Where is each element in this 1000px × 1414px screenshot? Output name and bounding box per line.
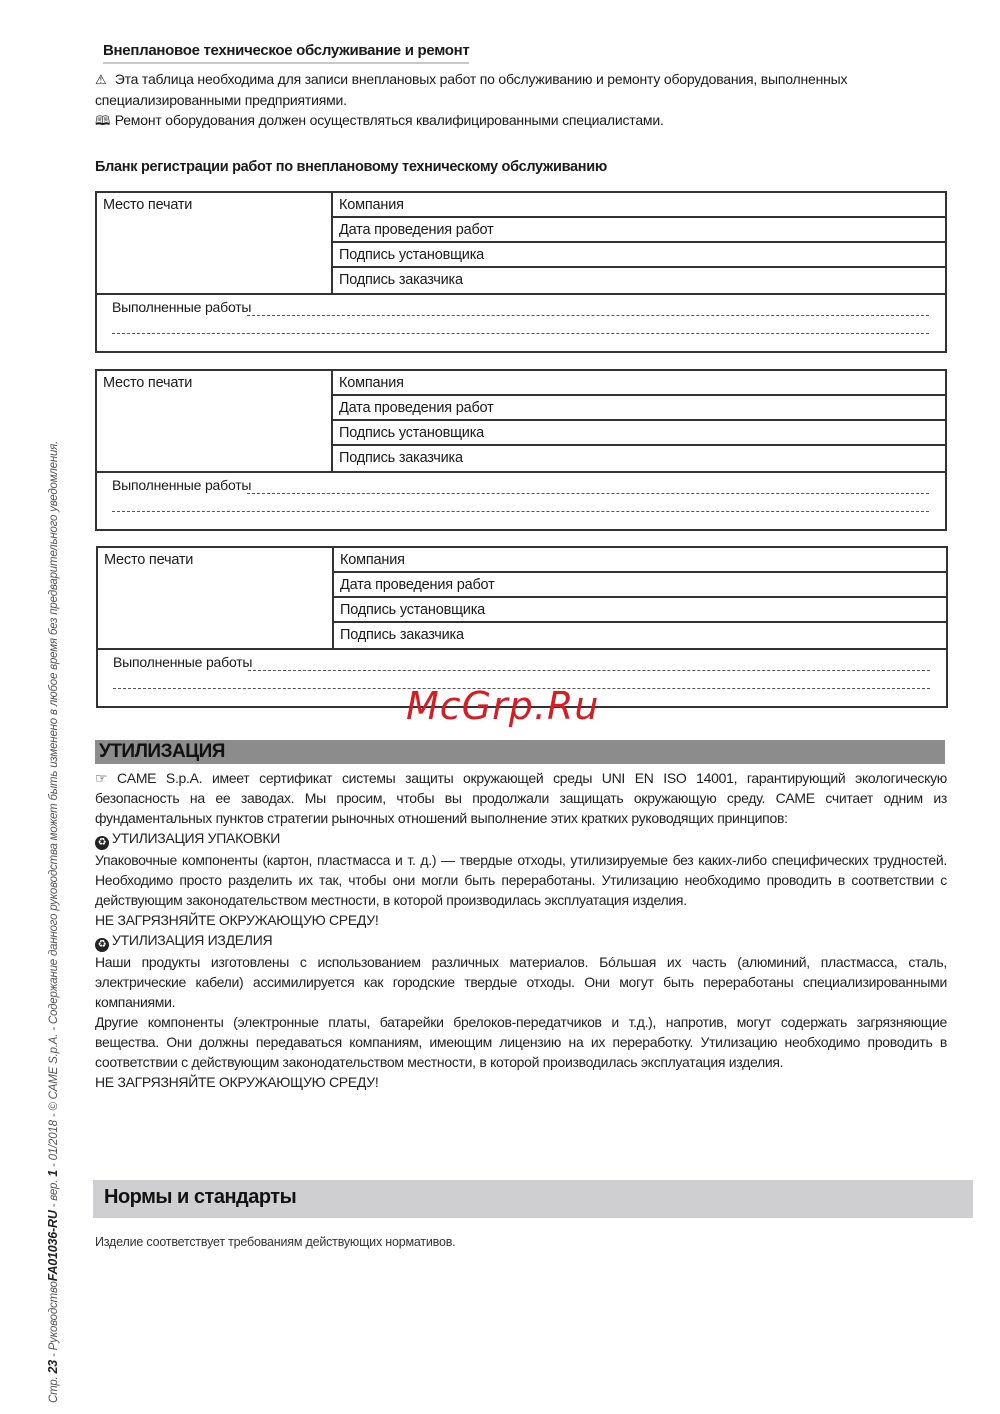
book-icon: 🕮 [95, 113, 111, 128]
disposal-title: УТИЛИЗАЦИЯ [99, 741, 225, 762]
product-text-2: Другие компоненты (электронные платы, батарейки брелоков-передатчиков и т.д.), напротив, могут содержать загрязняющие вещества. Они должны передаваться компаниям, имеющим лицензию на их переработку. Утилизацию необходимо проводить в соответствии с действующим законодательством местности, в которой производилась эксплуатация изделия. [95, 1014, 947, 1070]
work-date-field[interactable]: Дата проведения работ [333, 396, 945, 421]
company-field[interactable]: Компания [333, 193, 945, 218]
stamp-place-label: Место печати [97, 371, 333, 471]
packaging-text: Упаковочные компоненты (картон, пластмасса и т. д.) — твердые отходы, утилизируемые без каких-либо специфических трудностей. Необходимо просто разделить их так, чтобы они могли быть переработаны. Утилизацию необходимо проводить в соответствии с действующим законодательством местности, в которой производилась эксплуатация изделия. [95, 852, 947, 908]
book-text: Ремонт оборудования должен осуществляться квалифицированными специалистами. [114, 112, 664, 128]
warning-note [95, 69, 875, 110]
recycle-icon: ♻ [95, 836, 109, 850]
standards-title: Нормы и стандарты [104, 1186, 297, 1208]
installer-signature-field[interactable]: Подпись установщика [333, 243, 945, 268]
disposal-section-bar [95, 740, 945, 764]
company-field[interactable]: Компания [333, 371, 945, 396]
installer-signature-field[interactable]: Подпись установщика [333, 421, 945, 446]
customer-signature-field[interactable]: Подпись заказчика [340, 627, 464, 643]
works-done-label: Выполненные работы [112, 477, 255, 493]
registration-form-block [95, 369, 947, 531]
work-date-field[interactable]: Дата проведения работ [334, 573, 946, 598]
packaging-warning: НЕ ЗАГРЯЗНЯЙТЕ ОКРУЖАЮЩУЮ СРЕДУ! [95, 912, 379, 928]
warning-triangle-icon: ⚠ [95, 72, 107, 87]
stamp-place-label: Место печати [98, 548, 334, 648]
product-heading: ♻ УТИЛИЗАЦИЯ ИЗДЕЛИЯ [95, 930, 947, 952]
recycle-icon: ♻ [95, 938, 109, 952]
pointing-hand-icon: ☞ [95, 770, 117, 786]
version-number: 1 [46, 1170, 60, 1177]
side-footer: Стр. 23 - РуководствоFA01036-RU - вер. 1 - 01/2018 - © CAME S.p.A. - Содержание данного руководства может быть изменено в любое время без предварительного уведомления. [46, 440, 60, 1403]
works-done-label: Выполненные работы [112, 299, 255, 315]
works-line [247, 493, 929, 494]
works-line [247, 315, 929, 316]
product-warning: НЕ ЗАГРЯЗНЯЙТЕ ОКРУЖАЮЩУЮ СРЕДУ! [95, 1074, 379, 1090]
book-note [95, 110, 875, 131]
manual-code: FA01036-RU [46, 1210, 60, 1282]
company-field[interactable]: Компания [334, 548, 946, 573]
works-line [112, 333, 929, 334]
watermark: McGrp.Ru [406, 684, 600, 728]
works-line [112, 511, 929, 512]
work-date-field[interactable]: Дата проведения работ [333, 218, 945, 243]
form-title: Бланк регистрации работ по внеплановому техническому обслуживанию [95, 159, 607, 175]
registration-form-block [95, 191, 947, 353]
standards-text: Изделие соответствует требованиям действующих нормативов. [95, 1235, 456, 1249]
works-done-field[interactable] [97, 295, 945, 351]
stamp-place-label: Место печати [97, 193, 333, 293]
packaging-heading: ♻ УТИЛИЗАЦИЯ УПАКОВКИ [95, 828, 947, 850]
maintenance-title: Внеплановое техническое обслуживание и ремонт [103, 42, 469, 64]
works-done-label: Выполненные работы [113, 654, 256, 670]
page-number: 23 [46, 1359, 60, 1374]
product-text-1: Наши продукты изготовлены с использованием различных материалов. Бóльшая их часть (алюминий, пластмасса, сталь, электрические кабели) ассимилируется как городские твердые отходы. Они могут быть переработаны специализированными компаниями. [95, 954, 947, 1010]
customer-signature-field[interactable]: Подпись заказчика [339, 272, 463, 288]
warning-text: Эта таблица необходима для записи внеплановых работ по обслуживанию и ремонту оборудования, выполненных специализированными предприятиями. [95, 71, 848, 108]
installer-signature-field[interactable]: Подпись установщика [334, 598, 946, 623]
standards-section-bar [93, 1180, 973, 1218]
customer-signature-field[interactable]: Подпись заказчика [339, 450, 463, 466]
works-done-field[interactable] [97, 473, 945, 529]
disposal-content [95, 768, 947, 1092]
works-line [248, 670, 930, 671]
disposal-intro: ☞ CAME S.p.A. имеет сертификат системы защиты окружающей среды UNI EN ISO 14001, гарантирующий экологическую безопасность на ее заводах. Мы просим, чтобы вы продолжали защищать окружающую среду. CAME считает одним из фундаментальных пунктов стратегии рыночных отношений выполнение этих кратких руководящих принципов: [95, 770, 948, 826]
